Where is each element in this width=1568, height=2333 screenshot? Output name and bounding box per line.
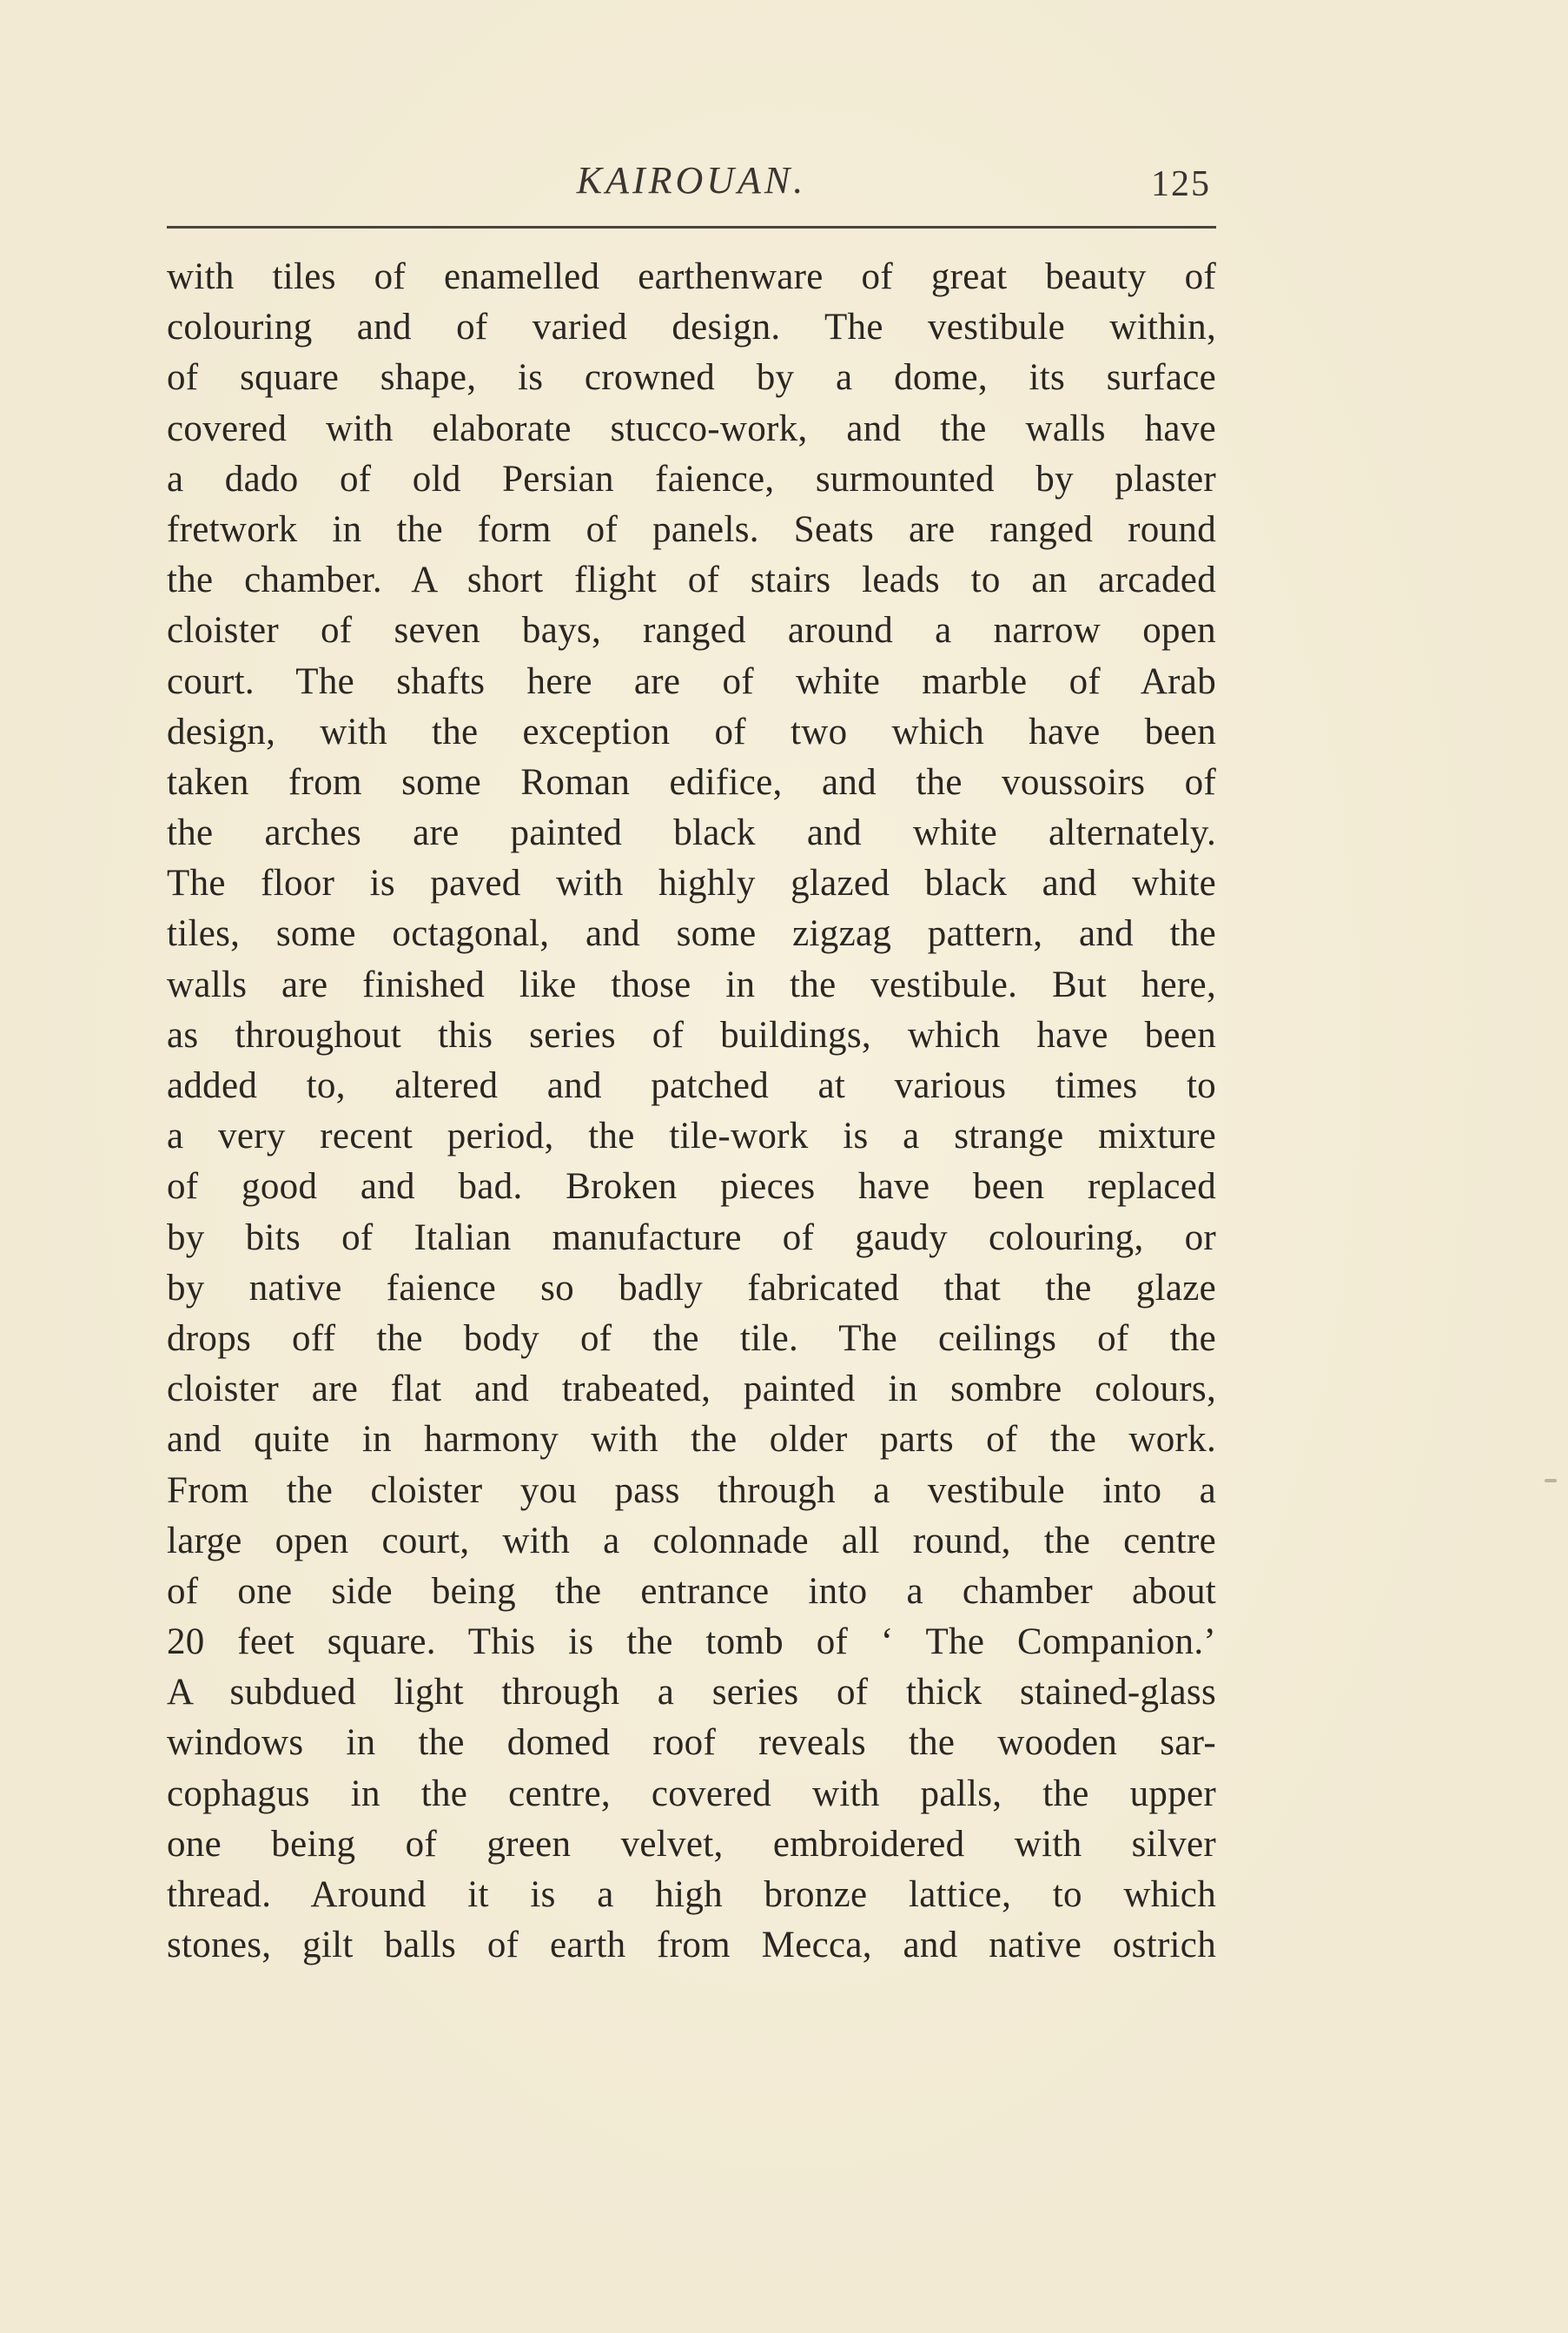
text-line: walls are finished like those in the vestibule. But here, [167,964,1216,1005]
header-rule [167,226,1216,229]
running-head [167,155,1216,215]
text-line: large open court, with a colonnade all round, the centre [167,1520,1216,1561]
text-line: stones, gilt balls of earth from Mecca, and native ostrich [167,1925,1216,1966]
running-title: KAIROUAN. [576,159,807,202]
text-line: windows in the domed roof reveals the wooden sar- [167,1722,1216,1764]
text-line: court. The shafts here are of white marble of Arab [167,660,1216,702]
body-text [167,252,1216,1971]
text-line: 20 feet square. This is the tomb of ‘ The Companion.’ [167,1621,1216,1663]
text-line: The floor is paved with highly glazed black and white [167,863,1216,905]
text-line: by native faience so badly fabricated that the glaze [167,1267,1216,1309]
text-line: cloister of seven bays, ranged around a narrow open [167,610,1216,652]
text-line: one being of green velvet, embroidered with silver [167,1823,1216,1865]
text-line: From the cloister you pass through a vestibule into a [167,1469,1216,1511]
page-number: 125 [1151,164,1211,204]
text-line: A subdued light through a series of thick stained-glass [167,1672,1216,1713]
paper-speck [1545,1479,1557,1482]
text-line: of good and bad. Broken pieces have been replaced [167,1166,1216,1208]
text-line: cophagus in the centre, covered with palls, the upper [167,1773,1216,1814]
text-line: as throughout this series of buildings, which have been [167,1014,1216,1056]
text-line: of square shape, is crowned by a dome, its surface [167,357,1216,399]
text-line: fretwork in the form of panels. Seats are ranged round [167,508,1216,550]
text-line: covered with elaborate stucco-work, and the walls have [167,408,1216,449]
text-line: thread. Around it is a high bronze lattice, to which [167,1874,1216,1915]
text-line: colouring and of varied design. The vestibule within, [167,307,1216,348]
text-line: added to, altered and patched at various times to [167,1065,1216,1106]
text-line: with tiles of enamelled earthenware of great beauty of [167,256,1216,297]
text-line: by bits of Italian manufacture of gaudy colouring, or [167,1216,1216,1258]
text-line: a very recent period, the tile-work is a strange mixture [167,1116,1216,1157]
text-line: and quite in harmony with the older parts of the work. [167,1419,1216,1461]
text-line: the chamber. A short flight of stairs leads to an arcaded [167,560,1216,601]
text-line: design, with the exception of two which have been [167,711,1216,752]
text-line: cloister are flat and trabeated, painted in sombre colours, [167,1369,1216,1410]
text-line: tiles, some octagonal, and some zigzag pattern, and the [167,913,1216,955]
text-line: the arches are painted black and white alternately. [167,812,1216,854]
text-line: of one side being the entrance into a chamber about [167,1570,1216,1612]
text-line: drops off the body of the tile. The ceilings of the [167,1317,1216,1359]
text-line: a dado of old Persian faience, surmounted by plaster [167,458,1216,500]
text-line: taken from some Roman edifice, and the voussoirs of [167,761,1216,803]
